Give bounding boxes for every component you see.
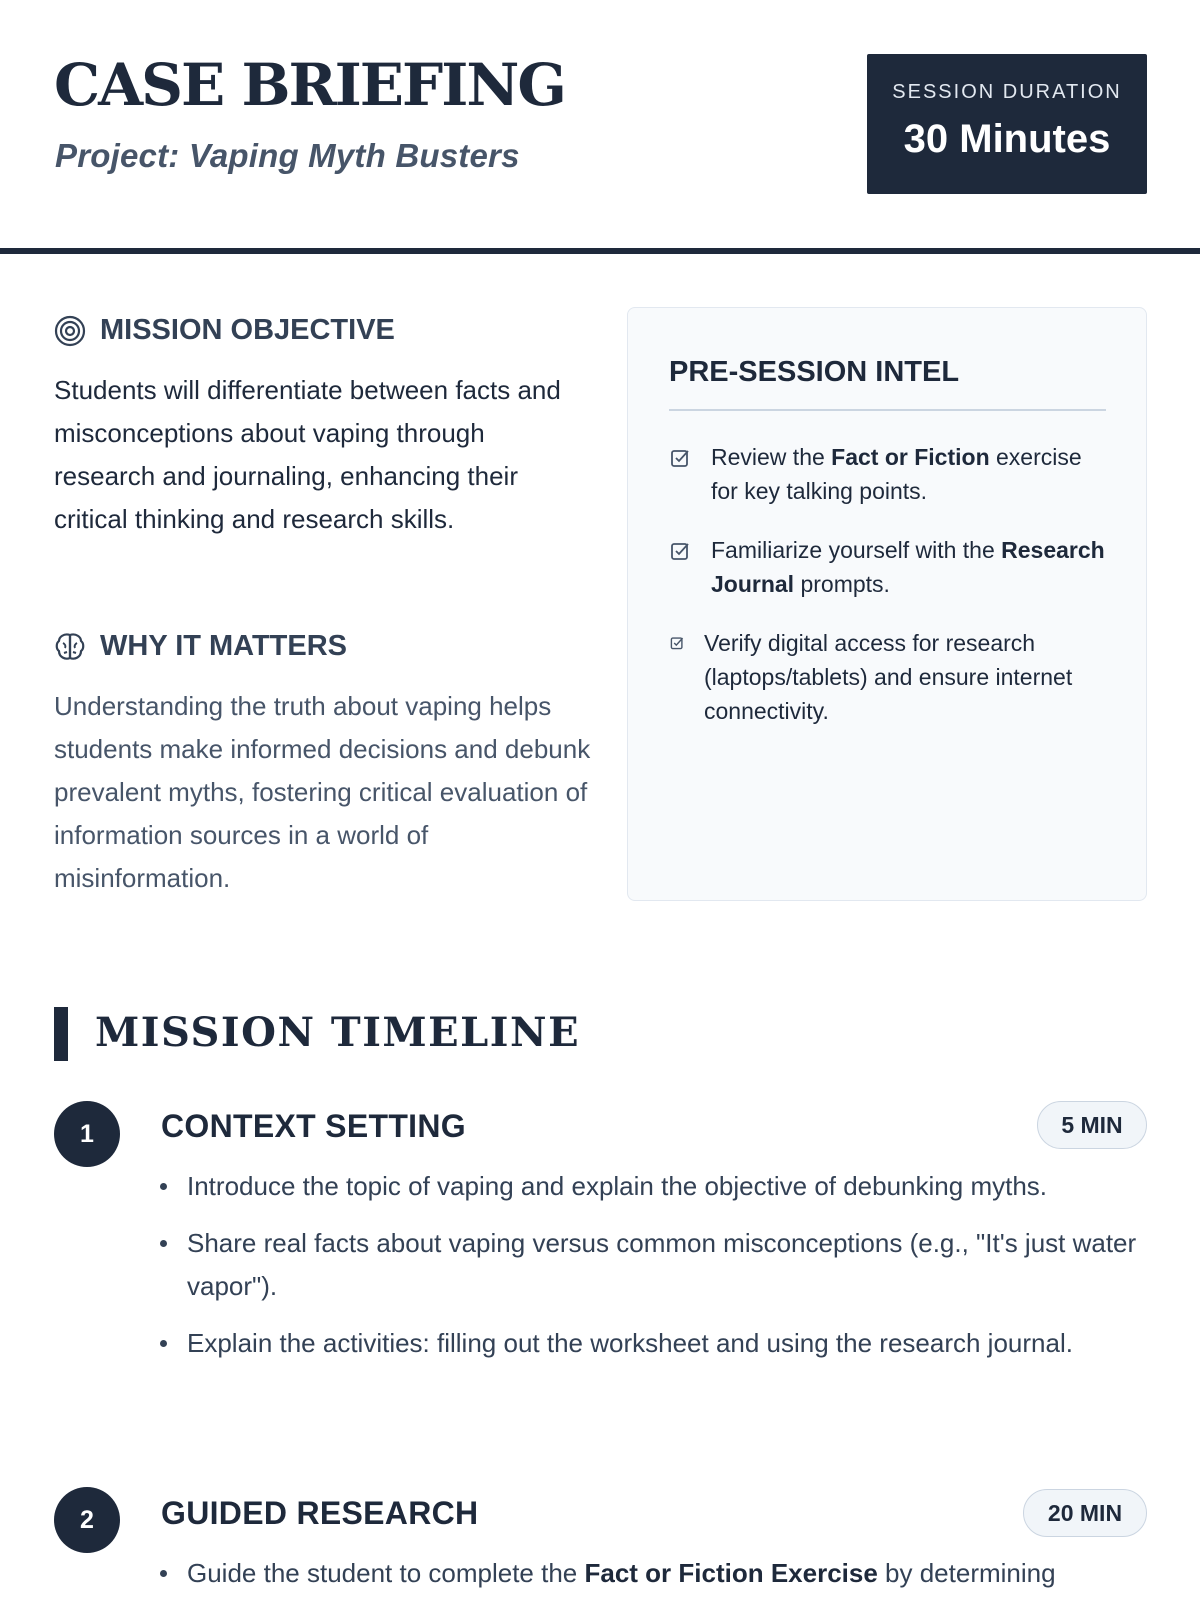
mission-objective-heading [54, 314, 395, 347]
step-title: CONTEXT SETTING [161, 1108, 466, 1144]
pre-session-intel-panel [627, 307, 1147, 901]
step-bullet-list [187, 1552, 1147, 1600]
session-duration-box [867, 54, 1147, 194]
project-subtitle: Project: Vaping Myth Busters [55, 137, 520, 174]
why-it-matters-title: WHY IT MATTERS [100, 630, 348, 662]
session-duration-value: 30 Minutes [903, 117, 1111, 161]
timeline-accent-bar [54, 1007, 68, 1061]
checkbox-icon [670, 636, 684, 650]
step-title: GUIDED RESEARCH [161, 1495, 479, 1531]
mission-timeline-title: MISSION TIMELINE [95, 1009, 581, 1056]
list-item: Guide the student to complete the Fact or Fiction Exercise by determining [187, 1552, 1147, 1595]
target-icon [54, 315, 86, 347]
checkbox-icon [670, 541, 690, 561]
page-header [0, 0, 1200, 254]
intel-item: Verify digital access for research (laptops/tablets) and ensure internet connectivity. [704, 630, 1073, 724]
mission-objective-text: Students will differentiate between facts and misconceptions about vaping through research and journaling, enhancing their critical thinking and research skills. [54, 375, 561, 534]
step-duration-badge: 5 MIN [1037, 1101, 1147, 1149]
step-bullet-list [187, 1165, 1147, 1379]
why-it-matters-text: Understanding the truth about vaping helps students make informed decisions and debunk prevalent myths, fostering critical evaluation of information sources in a world of misinformation. [54, 691, 591, 893]
list-item: Share real facts about vaping versus common misconceptions (e.g., "It's just water vapor"). [187, 1222, 1147, 1308]
intel-item: Familiarize yourself with the Research Journal prompts. [711, 537, 1105, 597]
page-title: CASE BRIEFING [54, 51, 565, 119]
pre-session-intel-title: PRE-SESSION INTEL [669, 356, 960, 388]
step-duration-badge: 20 MIN [1023, 1489, 1147, 1537]
divider [669, 409, 1106, 411]
list-item: Explain the activities: filling out the worksheet and using the research journal. [187, 1322, 1147, 1365]
step-number-badge: 1 [54, 1101, 120, 1167]
brain-icon [54, 631, 86, 663]
session-duration-label: SESSION DURATION [892, 81, 1122, 103]
why-it-matters-heading [54, 630, 347, 663]
list-item: Introduce the topic of vaping and explain the objective of debunking myths. [187, 1165, 1147, 1208]
mission-objective-title: MISSION OBJECTIVE [100, 314, 395, 346]
intel-item: Review the Fact or Fiction exercise for key talking points. [711, 444, 1082, 504]
checkbox-icon [670, 448, 690, 468]
step-number-badge: 2 [54, 1487, 120, 1553]
